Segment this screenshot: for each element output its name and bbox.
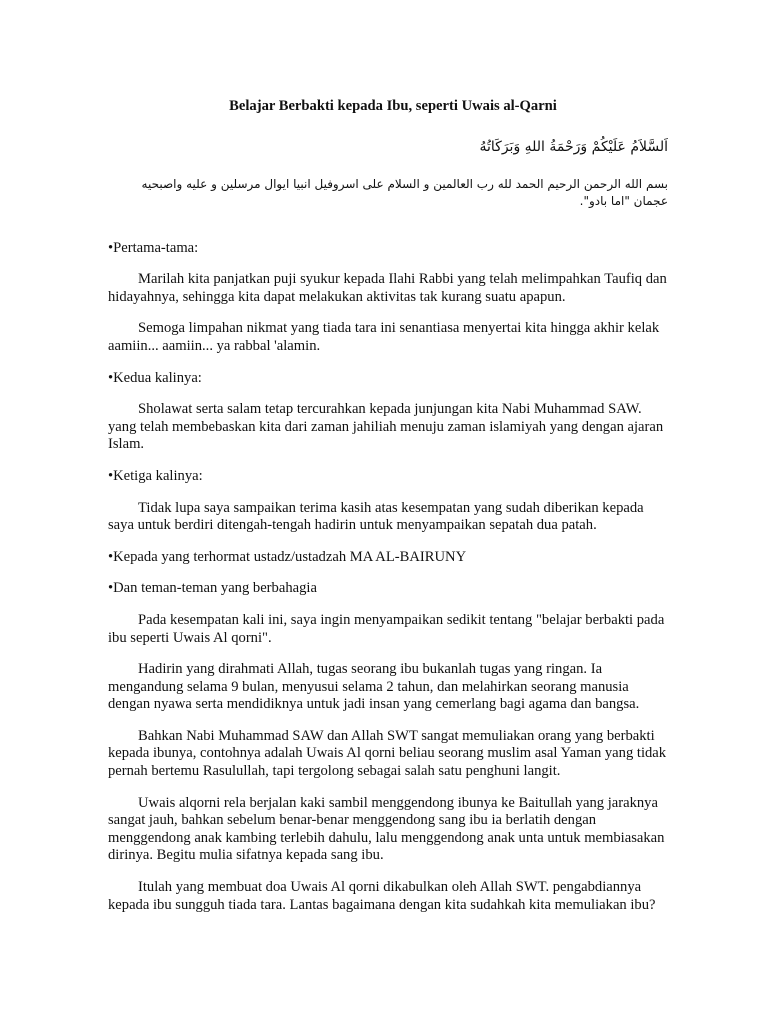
speech-body (108, 612, 668, 914)
greeting-teachers: •Kepada yang terhormat ustadz/ustadzah MA AL-BAIRUNY (108, 548, 467, 565)
section-second (108, 370, 668, 454)
paragraph: Marilah kita panjatkan puji syukur kepada Ilahi Rabbi yang telah melimpahkan Taufiq dan hidayahnya, sehingga kita dapat melakukan aktivitas tak kurang suatu apapun. (108, 271, 667, 305)
document-page (108, 98, 668, 928)
section-third (108, 468, 668, 535)
document-title: Belajar Berbakti kepada Ibu, seperti Uwais al-Qarni (229, 98, 557, 114)
salam-greeting: اَلسَّلاَمُ عَلَيْكُمْ وَرَحْمَةُ اللهِ وَبَرَكَاتُهُ (479, 138, 668, 155)
paragraph: Hadirin yang dirahmati Allah, tugas seorang ibu bukanlah tugas yang ringan. Ia mengandung selama 9 bulan, menyusui selama 2 tahun, dan melahirkan seorang manusia dengan nyawa serta mendidiknya untuk jadi insan yang cemerlang bagi agama dan bangsa. (108, 661, 640, 713)
paragraph: Itulah yang membuat doa Uwais Al qorni dikabulkan oleh Allah SWT. pengabdiannya kepada ibu sungguh tiada tara. Lantas bagaimana dengan kita sudahkah kita memuliakan ibu? (108, 879, 656, 913)
paragraph: Bahkan Nabi Muhammad SAW dan Allah SWT sangat memuliakan orang yang berbakti kepada ibunya, contohnya adalah Uwais Al qorni beliau seorang muslim asal Yaman yang tidak pernah bertemu Rasulullah, tapi tergolong sebagai salah satu penghuni langit. (108, 727, 667, 780)
paragraph: Sholawat serta salam tetap tercurahkan kepada junjungan kita Nabi Muhammad SAW. yang telah membebaskan kita dari zaman jahiliah menuju zaman islamiyah yang dengan ajaran Islam. (108, 401, 664, 453)
greeting-friends: •Dan teman-teman yang berbahagia (108, 580, 317, 597)
paragraph: Pada kesempatan kali ini, saya ingin menyampaikan sedikit tentang "belajar berbakti pada ibu seperti Uwais Al qorni". (108, 611, 665, 646)
paragraph: Uwais alqorni rela berjalan kaki sambil menggendong ibunya ke Baitullah yang jaraknya sangat jauh, bahkan sebelum benar-benar menggendong sang ibu ia berlatih dengan menggendong anak kambing terlebih dahulu, lalu menggendong anak unta untuk membiasakan dirinya. Begitu mulia sifatnya kepada sang ibu. (108, 794, 665, 864)
paragraph: Tidak lupa saya sampaikan terima kasih atas kesempatan yang sudah diberikan kepada saya untuk berdiri ditengah-tengah hadirin untuk menyampaikan sepatah dua patah. (108, 499, 644, 534)
section-heading: •Kedua kalinya: (108, 369, 202, 386)
section-first (108, 240, 668, 356)
paragraph: Semoga limpahan nikmat yang tiada tara ini senantiasa menyertai kita hingga akhir kelak aamiin... aamiin... ya rabbal 'alamin. (108, 320, 660, 354)
section-heading: •Pertama-tama: (108, 239, 199, 256)
section-heading: •Ketiga kalinya: (108, 467, 203, 484)
basmalah-opening: بسم الله الرحمن الرحيم الحمد لله رب العالمين و السلام على اسروفيل انبيا ايوال مرسلين و عليه واصبحيه عجمان "اما بادو". (141, 176, 668, 208)
